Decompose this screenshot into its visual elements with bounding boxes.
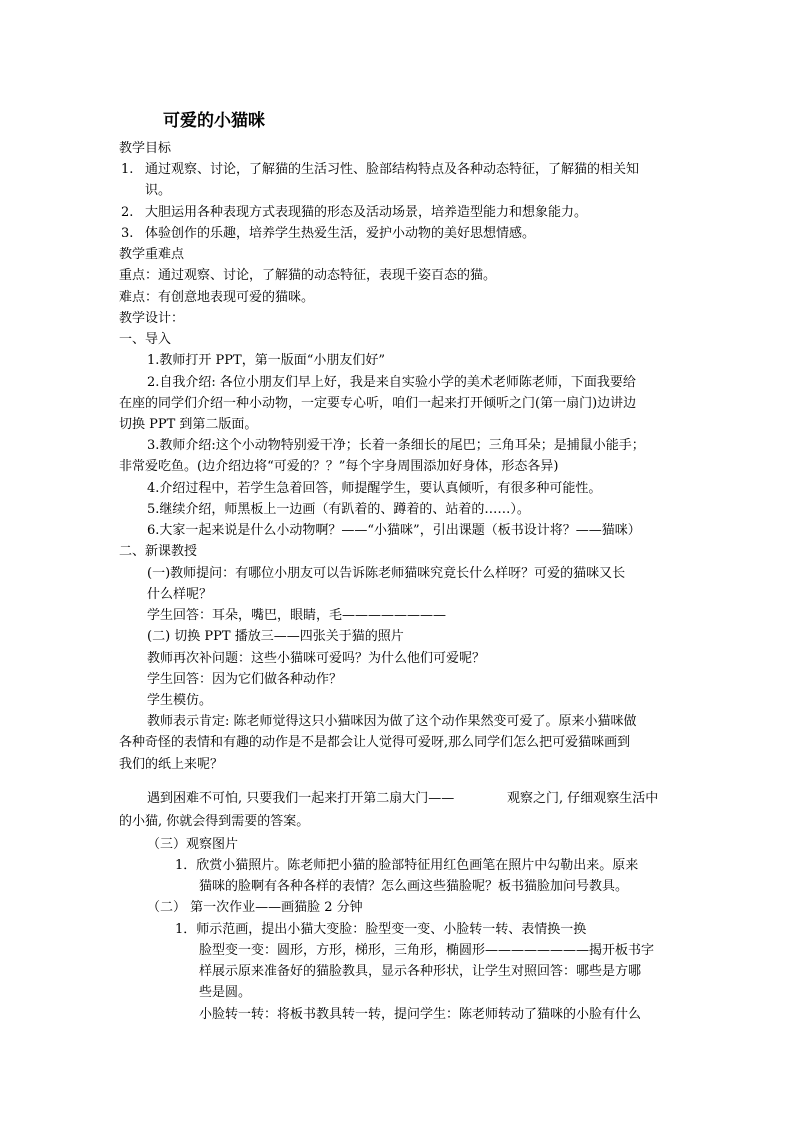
text-line: 各种奇怪的表情和有趣的动作是不是都会让人觉得可爱呀,那么同学们怎么把可爱猫咪画到 (119, 735, 631, 750)
text-line: 1．师示范画，提出小猫大变脸：脸型变一变、小脸转一转、表情换一换 (175, 922, 587, 937)
text-line: 脸型变一变：圆形，方形，梯形，三角形，椭圆形————————揭开板书字 (199, 943, 655, 958)
text-line: 我们的纸上来呢？ (119, 757, 224, 772)
text-line: 些是圆。 (199, 985, 252, 1000)
list-number: 3. (121, 226, 134, 241)
document-title: 可爱的小猫咪 (163, 111, 265, 131)
text-line: 1.教师打开 PPT，第一版面“小朋友们好” (147, 353, 385, 368)
text-line: (一)教师提问：有哪位小朋友可以告诉陈老师猫咪究竟长什么样呀？可爱的猫咪又长 (147, 566, 626, 581)
text-line: 5.继续介绍，师黑板上一边画（有趴着的、蹲着的、站着的……）。 (147, 502, 530, 517)
text-line: (二) 切换 PPT 播放三——四张关于猫的照片 (147, 629, 404, 644)
text-line: 观察之门, 仔细观察生活中 (507, 791, 659, 806)
text-line: 教师表示肯定: 陈老师觉得这只小猫咪因为做了这个动作果然变可爱了。原来小猫咪做 (147, 714, 637, 729)
heading-section-2: 二、新课教授 (119, 544, 198, 559)
list-number: 2. (121, 205, 134, 220)
text-line: 学生模仿。 (147, 693, 213, 708)
text-line: 切换 PPT 到第二版面。 (119, 417, 258, 432)
heading-objectives: 教学目标 (119, 141, 172, 156)
text-line: 体验创作的乐趣，培养学生热爱生活，爱护小动物的美好思想情感。 (145, 226, 536, 241)
text-line: 非常爱吃鱼。(边介绍边将“可爱的？？”每个字身周围添加好身体，形态各异) (119, 459, 559, 474)
text-line: 学生回答：耳朵，嘴巴，眼睛，毛———————— (147, 608, 447, 623)
text-line: 2.自我介绍: 各位小朋友们早上好，我是来自实验小学的美术老师陈老师，下面我要给 (147, 375, 636, 390)
text-line: 的小猫, 你就会得到需要的答案。 (119, 814, 310, 829)
text-line: 重点：通过观察、讨论，了解猫的动态特征，表现千姿百态的猫。 (119, 268, 497, 283)
heading-subsection-2b: （二） 第一次作业——画猫脸 2 分钟 (147, 900, 363, 915)
text-line: 难点：有创意地表现可爱的猫咪。 (119, 290, 315, 305)
heading-subsection-3: （三）观察图片 (147, 837, 239, 852)
text-line: 大胆运用各种表现方式表现猫的形态及活动场景，培养造型能力和想象能力。 (145, 205, 588, 220)
text-line: 小脸转一转：将板书教具转一转，提问学生：陈老师转动了猫咪的小脸有什么 (199, 1007, 642, 1022)
text-line: 在座的同学们介绍一种小动物，一定要专心听，咱们一起来打开倾听之门(第一扇门)边讲边 (119, 396, 637, 411)
text-line: 1．欣赏小猫照片。陈老师把小猫的脸部特征用红色画笔在照片中勾勒出来。原来 (175, 858, 639, 873)
text-line: 识。 (145, 183, 172, 198)
heading-design: 教学设计： (119, 311, 185, 326)
text-line: 什么样呢？ (147, 587, 213, 602)
text-line: 学生回答：因为它们做各种动作？ (147, 672, 343, 687)
text-line: 教师再次补问题：这些小猫咪可爱吗？为什么他们可爱呢？ (147, 651, 486, 666)
text-line: 4.介绍过程中，若学生急着回答，师提醒学生，要认真倾听，有很多种可能性。 (147, 481, 602, 496)
text-line: 样展示原来准备好的猫脸教具，显示各种形状，让学生对照回答：哪些是方哪 (199, 964, 642, 979)
text-line: 3.教师介绍:这个小动物特别爱干净；长着一条细长的尾巴；三角耳朵；是捕鼠小能手； (147, 438, 645, 453)
text-line: 通过观察、讨论，了解猫的生活习性、脸部结构特点及各种动态特征，了解猫的相关知 (145, 162, 640, 177)
text-line: 猫咪的脸啊有各种各样的表情？怎么画这些猫脸呢？板书猫脸加问号教具。 (199, 879, 629, 894)
heading-key-points: 教学重难点 (119, 247, 185, 262)
list-number: 1. (121, 162, 134, 177)
text-line: 遇到困难不可怕, 只要我们一起来打开第二扇大门—— (147, 791, 455, 806)
text-line: 6.大家一起来说是什么小动物啊？——“小猫咪”，引出课题（板书设计将？——猫咪） (147, 523, 641, 538)
heading-section-1: 一、导入 (119, 332, 172, 347)
